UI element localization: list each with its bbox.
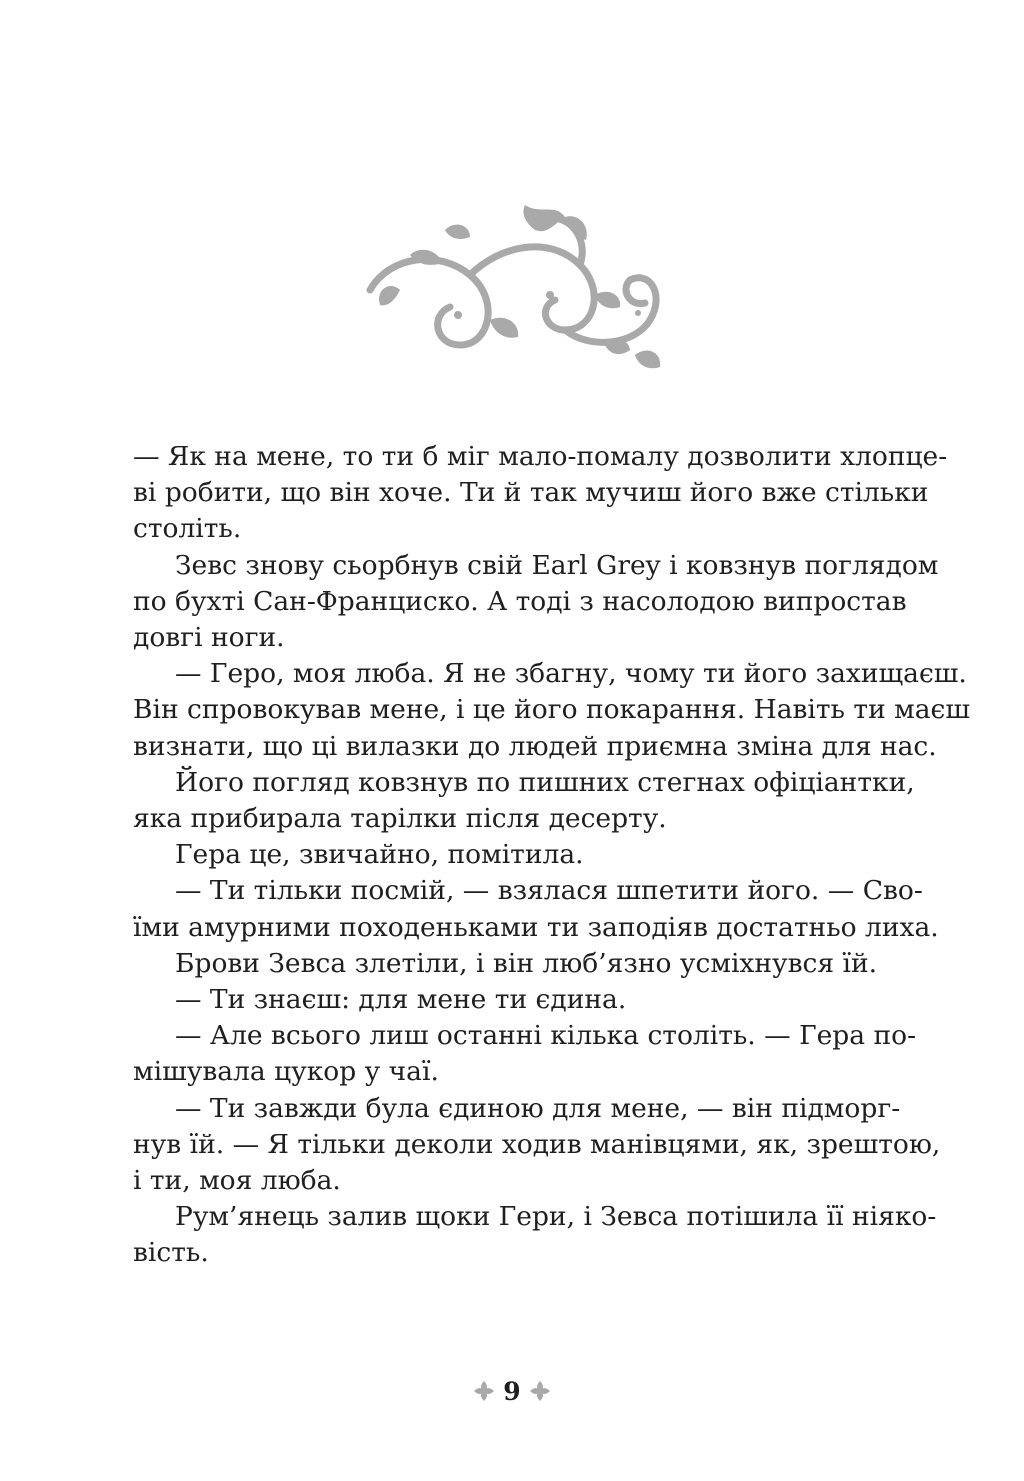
text-line: Рум’янець залив щоки Гери, і Зевса потішила її ніяко- (175, 1201, 937, 1233)
text-line: нув їй. — Я тільки деколи ходив манівцями, як, зрештою, (133, 1128, 941, 1160)
text-line: Він спровокував мене, і це його покарання. Навіть ти маєш (133, 694, 971, 726)
paragraph (133, 946, 890, 982)
text-line: — Геро, моя люба. Я не збагну, чому ти його захищаєш. (175, 658, 967, 690)
text-line: визнати, що ці вилазки до людей приємна зміна для нас. (133, 730, 937, 762)
paragraph (133, 656, 971, 765)
paragraph (133, 873, 939, 945)
paragraph (133, 837, 890, 873)
text-line: вість. (133, 1237, 209, 1269)
floral-scroll-ornament-icon (350, 195, 680, 380)
paragraph (133, 1199, 937, 1271)
body-text (133, 439, 971, 1272)
text-line: — Як на мене, то ти б міг мало-помалу дозволити хлопце- (133, 441, 948, 472)
text-line: Брови Зевса злетіли, і він люб’язно усміхнувся їй. (175, 947, 878, 979)
text-line: Гера це, звичайно, помітила. (175, 839, 584, 871)
paragraph (133, 765, 915, 837)
text-line: — Ти тільки посмій, — взялася шпетити його. — Сво- (175, 875, 923, 907)
paragraph (133, 1091, 941, 1200)
text-line: їми амурними походеньками ти заподіяв достатньо лиха. (133, 911, 939, 943)
text-line: по бухті Сан-Франциско. А тоді з насолодою випростав (133, 585, 907, 617)
text-line: — Але всього лиш останні кілька століть. — Гера по- (175, 1020, 917, 1052)
text-line: яка прибирала тарілки після десерту. (133, 803, 667, 835)
paragraph (133, 1018, 917, 1090)
text-line: довгі ноги. (133, 622, 285, 654)
text-line: — Ти знаєш: для мене ти єдина. (175, 984, 627, 1016)
floral-flourish-right-icon (527, 1378, 553, 1404)
text-line: мішувала цукор у чаї. (133, 1056, 439, 1088)
text-line: і ти, моя люба. (133, 1165, 341, 1197)
text-line: Його погляд ковзнув по пишних стегнах офіціантки, (175, 766, 915, 798)
floral-flourish-left-icon (471, 1378, 497, 1404)
paragraph (133, 439, 948, 548)
text-line: Зевс знову сьорбнув свій Earl Grey і ковзнув поглядом (175, 549, 939, 581)
page-number: 9 (503, 1376, 521, 1406)
text-line: ві робити, що він хоче. Ти й так мучиш його вже стільки (133, 477, 929, 509)
paragraph (133, 548, 939, 657)
text-line: — Ти завжди була єдиною для мене, — він підморг- (175, 1092, 901, 1124)
text-line: століть. (133, 513, 242, 545)
page-number-folio (466, 1374, 558, 1408)
paragraph (133, 982, 890, 1018)
